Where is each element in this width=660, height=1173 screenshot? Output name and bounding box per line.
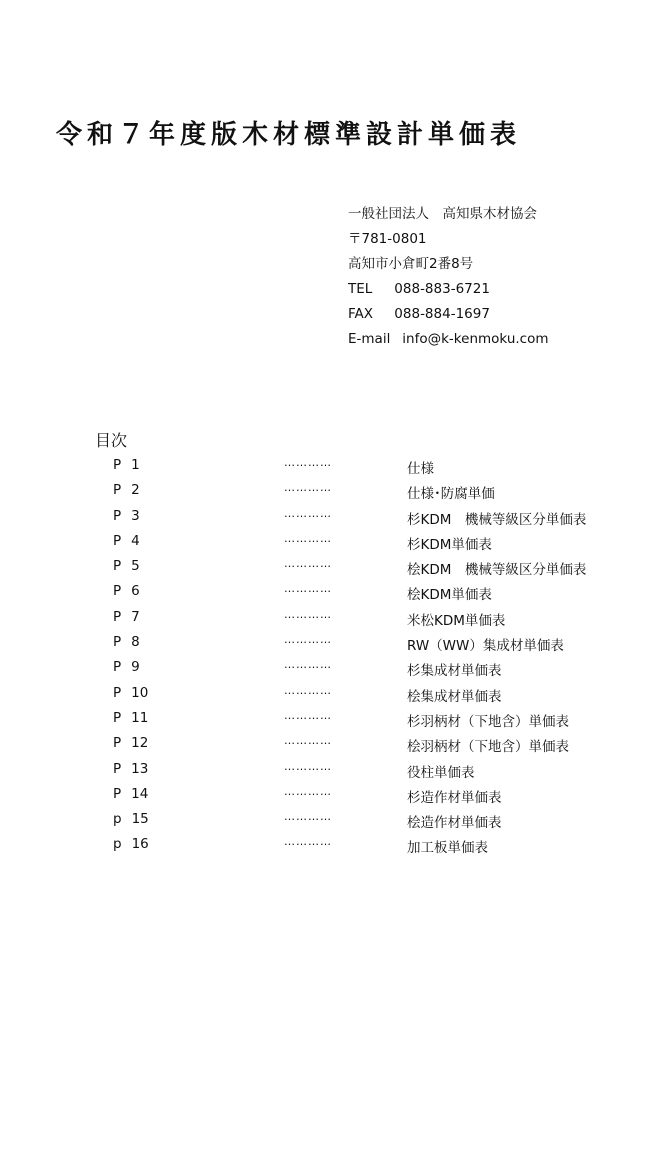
- toc-heading: 目次: [95, 431, 128, 450]
- page-title: 令和７年度版木材標準設計単価表: [56, 120, 522, 150]
- toc-page-number: [113, 508, 140, 524]
- toc-page-number: [113, 457, 140, 473]
- toc-page-prefix: P: [113, 507, 122, 524]
- toc-page-number: [113, 761, 148, 777]
- toc-row: [0, 452, 660, 477]
- toc-page-num: 1: [131, 457, 140, 473]
- toc-page-prefix: P: [113, 558, 122, 575]
- org-address: 高知市小倉町2番8号: [348, 256, 474, 272]
- tel-number: 088-883-6721: [394, 281, 490, 297]
- toc-page-prefix: P: [113, 659, 122, 676]
- toc-row: [0, 578, 660, 603]
- toc-page-num: 8: [131, 634, 140, 651]
- toc-page-num: 5: [131, 558, 140, 575]
- toc-list: [0, 452, 660, 857]
- toc-page-number: [113, 609, 140, 625]
- toc-page-number: [113, 558, 140, 574]
- toc-page-number: [113, 634, 140, 650]
- toc-page-prefix: P: [113, 457, 122, 473]
- toc-leader-dots: …………: [284, 557, 332, 571]
- toc-leader-dots: …………: [284, 506, 332, 520]
- fax-number: 088-884-1697: [394, 306, 490, 322]
- toc-leader-dots: …………: [284, 810, 332, 824]
- toc-page-prefix: P: [113, 684, 122, 701]
- toc-leader-dots: …………: [284, 784, 332, 798]
- toc-page-number: [113, 685, 148, 701]
- toc-row: [0, 477, 660, 502]
- toc-page-number: [113, 735, 148, 751]
- toc-leader-dots: …………: [284, 531, 332, 545]
- toc-page-num: 2: [131, 482, 140, 499]
- toc-page-num: 3: [131, 507, 140, 524]
- email-address: info@k-kenmoku.com: [402, 331, 549, 347]
- toc-entry-title: 杉KDM 機械等級区分単価表: [407, 511, 587, 528]
- email-label: E-mail: [348, 331, 391, 347]
- toc-page-number: [113, 811, 149, 827]
- tel-label: TEL: [348, 281, 373, 297]
- toc-row: [0, 756, 660, 781]
- toc-row: [0, 705, 660, 730]
- toc-page-num: 10: [131, 684, 149, 701]
- toc-page-num: 16: [131, 836, 149, 853]
- toc-page-num: 12: [131, 735, 149, 752]
- toc-page-prefix: P: [113, 583, 122, 600]
- toc-page-prefix: P: [113, 709, 122, 726]
- toc-entry-title: 桧羽柄材（下地含）単価表: [407, 739, 569, 756]
- toc-entry-title: 役柱単価表: [407, 764, 475, 781]
- toc-page-prefix: p: [113, 811, 122, 828]
- toc-entry-title: 桧造作材単価表: [407, 815, 502, 832]
- toc-page-prefix: P: [113, 760, 122, 777]
- toc-leader-dots: …………: [284, 582, 332, 596]
- toc-page-num: 9: [131, 659, 140, 676]
- toc-leader-dots: …………: [284, 683, 332, 697]
- toc-leader-dots: …………: [284, 708, 332, 722]
- toc-entry-title: 杉集成材単価表: [407, 663, 502, 680]
- toc-row: [0, 528, 660, 553]
- toc-page-num: 14: [131, 785, 149, 802]
- toc-page-num: 15: [131, 811, 149, 828]
- toc-page-number: [113, 533, 140, 549]
- toc-page-prefix: P: [113, 634, 122, 651]
- toc-page-num: 7: [131, 608, 140, 625]
- toc-page-number: [113, 583, 140, 599]
- toc-row: [0, 806, 660, 831]
- toc-page-prefix: P: [113, 608, 122, 625]
- toc-row: [0, 553, 660, 578]
- toc-page-num: 6: [131, 583, 140, 600]
- toc-row: [0, 629, 660, 654]
- toc-page-prefix: P: [113, 532, 122, 549]
- toc-page-prefix: P: [113, 785, 122, 802]
- toc-leader-dots: …………: [284, 456, 332, 469]
- org-fax: [348, 302, 549, 327]
- toc-row: [0, 503, 660, 528]
- org-postal-code: 〒781-0801: [348, 231, 427, 247]
- toc-leader-dots: …………: [284, 607, 332, 621]
- toc-page-num: 13: [131, 760, 149, 777]
- toc-leader-dots: …………: [284, 481, 332, 495]
- toc-page-prefix: P: [113, 735, 122, 752]
- org-email: [348, 327, 549, 352]
- toc-leader-dots: …………: [284, 658, 332, 672]
- toc-entry-title: 仕様･防腐単価: [407, 486, 495, 503]
- toc-entry-title: 杉KDM単価表: [407, 536, 492, 553]
- toc-leader-dots: …………: [284, 759, 332, 773]
- toc-entry-title: 加工板単価表: [407, 840, 488, 857]
- toc-page-prefix: P: [113, 482, 122, 499]
- toc-entry-title: 杉羽柄材（下地含）単価表: [407, 713, 569, 730]
- toc-row: [0, 831, 660, 857]
- toc-entry-title: 仕様: [407, 461, 434, 477]
- toc-entry-title: 桧KDM単価表: [407, 587, 492, 604]
- toc-row: [0, 730, 660, 755]
- organization-info: [348, 202, 549, 352]
- toc-page-number: [113, 836, 149, 852]
- toc-row: [0, 781, 660, 806]
- org-tel: [348, 277, 549, 302]
- toc-page-number: [113, 786, 148, 802]
- toc-page-number: [113, 659, 140, 675]
- toc-leader-dots: …………: [284, 633, 332, 647]
- toc-page-number: [113, 482, 140, 498]
- toc-row: [0, 604, 660, 629]
- toc-entry-title: 米松KDM単価表: [407, 612, 506, 629]
- toc-page-number: [113, 710, 148, 726]
- toc-row: [0, 654, 660, 679]
- toc-page-num: 4: [131, 532, 140, 549]
- toc-page-num: 11: [131, 709, 149, 726]
- org-name: 一般社団法人 高知県木材協会: [348, 206, 537, 222]
- toc-entry-title: RW（WW）集成材単価表: [407, 638, 564, 655]
- fax-label: FAX: [348, 306, 374, 322]
- toc-entry-title: 杉造作材単価表: [407, 789, 502, 806]
- toc-row: [0, 680, 660, 705]
- toc-page-prefix: p: [113, 836, 122, 853]
- toc-leader-dots: …………: [284, 835, 332, 849]
- toc-entry-title: 桧集成材単価表: [407, 688, 502, 705]
- toc-entry-title: 桧KDM 機械等級区分単価表: [407, 562, 587, 579]
- toc-leader-dots: …………: [284, 734, 332, 748]
